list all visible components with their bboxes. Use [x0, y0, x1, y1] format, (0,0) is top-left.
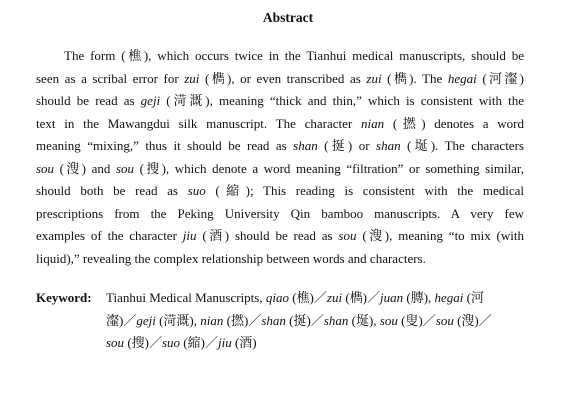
abstract-line: seen as a scribal error for zui (檇), or even transcribed as zui (檇). The hegai (河瀣) [36, 70, 525, 86]
keyword-label: Keyword: [36, 290, 92, 305]
keyword-line: 瀣)／geji (渮溉), nian (撚)／shan (挻)／shan (埏), sou (叟)／sou (溲)／ [106, 312, 492, 328]
abstract-line: liquid),” revealing the complex relationship between words and characters. [36, 250, 426, 266]
keyword-line: sou (搜)／suo (縮)／jiu (酒) [106, 335, 257, 350]
abstract-title: Abstract [262, 10, 314, 25]
abstract-line: should be read as geji (渮溉), meaning “thick and thin,” which is consistent with the [36, 93, 524, 108]
abstract-line: should both be read as suo (縮); This reading is consistent with the medical [36, 183, 524, 198]
abstract-paragraph [36, 45, 524, 270]
keyword-list [106, 287, 526, 355]
keyword-line: Tianhui Medical Manuscripts, qiao (樵)／zui (檇)／juan (膞), hegai (河 [106, 290, 485, 305]
abstract-line: prescriptions from the Peking University Qin bamboo manuscripts. A very few [36, 205, 524, 221]
abstract-line: text in the Mawangdui silk manuscript. The character nian (撚) denotes a word [36, 115, 524, 131]
abstract-line: The form (樵), which occurs twice in the Tianhui medical manuscripts, should be [64, 48, 524, 63]
abstract-line: examples of the character jiu (酒) should be read as sou (溲), meaning “to mix (with [36, 228, 524, 243]
abstract-line: sou (溲) and sou (搜), which denote a word meaning “filtration” or something similar, [36, 160, 524, 176]
abstract-line: meaning “mixing,” thus it should be read as shan (挻) or shan (埏). The characters [36, 138, 524, 153]
